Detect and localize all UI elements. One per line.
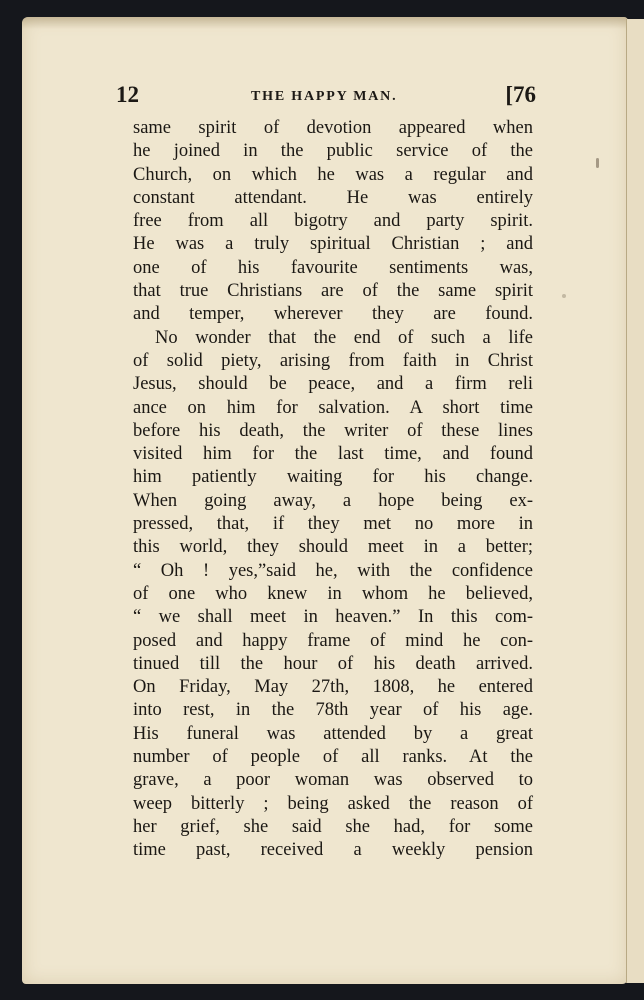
running-head [116, 82, 536, 114]
running-title: THE HAPPY MAN. [251, 89, 398, 104]
text-line: On Friday, May 27th, 1808, he entered [133, 677, 533, 698]
text-line: him patiently waiting for his change. [133, 467, 533, 488]
body-text [133, 117, 533, 863]
text-line: of solid piety, arising from faith in Christ [133, 350, 533, 371]
paper-speck [562, 294, 566, 298]
text-line: her grief, she said she had, for some [133, 816, 533, 837]
next-page-edge [626, 19, 644, 983]
text-line: he joined in the public service of the [133, 141, 533, 162]
text-line: posed and happy frame of mind he con- [133, 630, 533, 651]
text-line: same spirit of devotion appeared when [133, 118, 533, 138]
text-line: ance on him for salvation. A short time [133, 397, 533, 418]
text-line: visited him for the last time, and found [133, 444, 533, 465]
text-line: into rest, in the 78th year of his age. [133, 700, 533, 721]
text-line: that true Christians are of the same spirit [133, 281, 533, 302]
text-line-paragraph-start: No wonder that the end of such a life [155, 327, 533, 348]
text-line: of one who knew in whom he believed, [133, 583, 533, 604]
section-number: [76 [505, 82, 536, 107]
text-line: tinued till the hour of his death arrived. [133, 653, 533, 674]
text-line: this world, they should meet in a better; [133, 537, 533, 558]
text-line: time past, received a weekly pension [133, 840, 533, 861]
text-line: free from all bigotry and party spirit. [133, 211, 533, 232]
text-line: grave, a poor woman was observed to [133, 770, 533, 791]
text-line: pressed, that, if they met no more in [133, 514, 533, 535]
text-line: one of his favourite sentiments was, [133, 257, 533, 278]
page-number: 12 [116, 82, 139, 107]
text-line: Jesus, should be peace, and a firm reli [133, 374, 533, 395]
text-line: and temper, wherever they are found. [133, 304, 533, 325]
text-line: weep bitterly ; being asked the reason of [133, 793, 533, 814]
text-line: “ we shall meet in heaven.” In this com- [133, 607, 533, 628]
text-line: His funeral was attended by a great [133, 723, 533, 744]
text-line: number of people of all ranks. At the [133, 747, 533, 768]
text-line: “ Oh ! yes,”said he, with the confidence [133, 560, 533, 581]
text-line: Church, on which he was a regular and [133, 164, 533, 185]
text-line: When going away, a hope being ex- [133, 490, 533, 511]
text-line: He was a truly spiritual Christian ; and [133, 234, 533, 255]
text-line: before his death, the writer of these lines [133, 420, 533, 441]
text-line: constant attendant. He was entirely [133, 187, 533, 208]
paper-mark [596, 158, 599, 168]
